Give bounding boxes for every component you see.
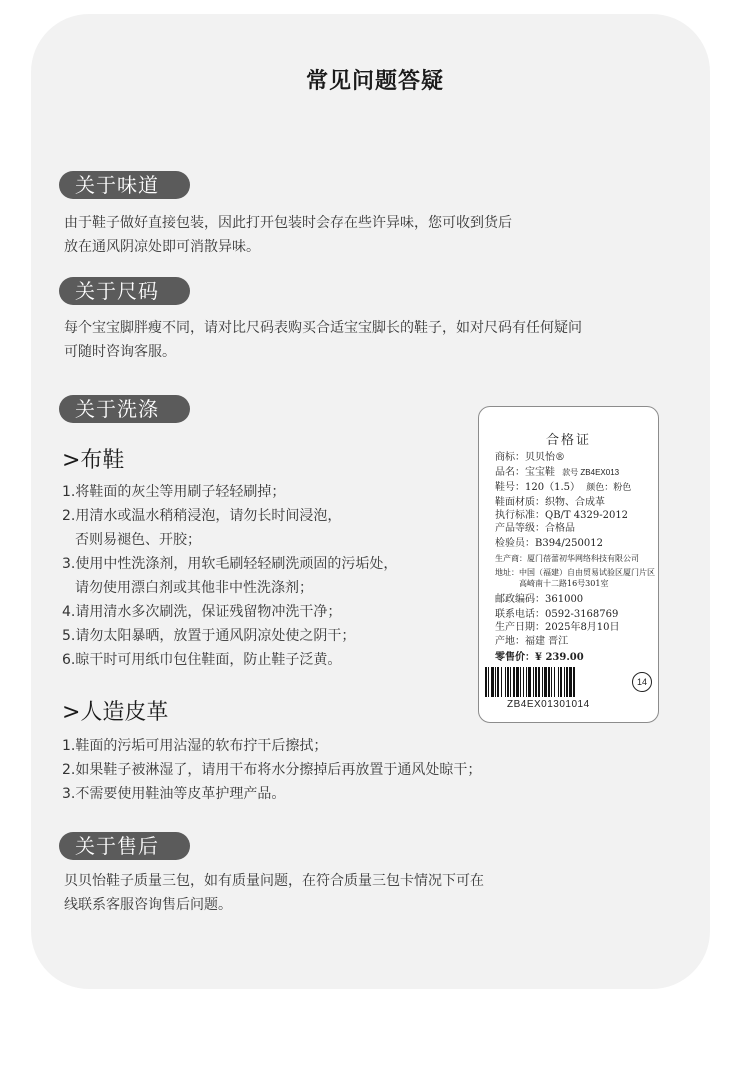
barcode-bar [516,667,519,697]
cert-size: 鞋号：120（1.5） [495,482,580,493]
barcode-bar [554,667,555,697]
cert-origin: 产地：福建 晋江 [495,636,569,647]
barcode-bar [497,667,499,697]
smell-text [64,211,512,259]
cert-standard: 执行标准：QB/T 4329-2012 [495,510,629,521]
cert-date: 生产日期：2025年8月10日 [495,622,620,633]
section-label-size: 关于尺码 [59,277,190,305]
cert-product-name: 品名：宝宝鞋 [495,467,555,478]
barcode-bar [544,667,547,697]
barcode-bar [573,667,575,697]
cert-address-2: 高崎南十二路16号301室 [519,579,609,588]
barcode-bar [495,667,496,697]
barcode-bar [513,667,515,697]
barcode-bar [510,667,511,697]
barcode-bar [569,667,572,697]
cert-product [495,466,619,479]
barcode-bar [564,667,565,697]
after-sale-text-line: 线联系客服咨询售后问题。 [64,897,232,913]
barcode-bar [501,667,502,697]
barcode-bar [533,667,534,697]
section-label-after-sale: 关于售后 [59,832,190,860]
barcode-bar [485,667,487,697]
cert-price: 零售价：¥ 239.00 [495,652,584,663]
barcode-bar [535,667,537,697]
list-item: 2.用清水或温水稍稍浸泡，请勿长时间浸泡， [62,508,342,524]
barcode-bar [505,667,506,697]
list-item: 3.使用中性洗涤剂，用软毛刷轻轻刷洗顽固的污垢处， [62,556,398,572]
section-label-smell: 关于味道 [59,171,190,199]
cert-color: 颜色：粉色 [586,483,632,493]
barcode-bar [548,667,550,697]
cert-model: 款号 ZB4EX013 [562,468,620,477]
barcode-bar [520,667,521,697]
cert-phone: 联系电话：0592-3168769 [495,609,619,620]
after-sale-text [64,869,484,917]
barcode-bar [551,667,552,697]
list-item: 否则易褪色、开胶； [75,532,201,548]
cloth-shoes-title: >布鞋 [62,448,125,473]
list-item: 1.将鞋面的灰尘等用刷子轻轻刷掉； [62,484,286,500]
smell-text-line: 放在通风阴凉处即可消散异味。 [64,239,260,255]
cloth-shoes-list [62,480,397,672]
barcode-bar [491,667,494,697]
list-item: 1.鞋面的污垢可用沾湿的软布拧干后擦拭； [62,738,328,754]
cert-brand: 商标：贝贝怡® [495,452,565,463]
barcode-bar [528,667,531,697]
list-item: 5.请勿太阳暴晒，放置于通风阴凉处使之阴干； [62,628,356,644]
list-item: 6.晾干时可用纸巾包住鞋面，防止鞋子泛黄。 [62,652,342,668]
barcode-bar [542,667,543,697]
barcode-bar [538,667,540,697]
size-text-line: 每个宝宝脚胖瘦不同，请对比尺码表购买合适宝宝脚长的鞋子，如对尺码有任何疑问 [64,320,582,336]
cert-size-color [495,481,631,495]
list-item: 2.如果鞋子被淋湿了，请用干布将水分擦掉后再放置于通风处晾干； [62,762,482,778]
smell-text-line: 由于鞋子做好直接包装，因此打开包装时会存在些许异味，您可收到货后 [64,215,512,231]
page-title: 常见问题答疑 [305,69,444,94]
cert-inspector: 检验员：B394/250012 [495,538,603,549]
barcode-bar [488,667,489,697]
list-item: 请勿使用漂白剂或其他非中性洗涤剂； [75,580,313,596]
barcode-bar [558,667,559,697]
leather-list [62,734,481,806]
cert-manufacturer: 生产商：厦门蓓蕾初华网络科技有限公司 [495,554,639,563]
cert-grade: 产品等级：合格品 [495,523,575,534]
certificate-title: 合格证 [545,433,591,448]
leather-title: >人造皮革 [62,700,169,725]
barcode-bar [523,667,524,697]
qualification-certificate [478,406,659,723]
size-text [64,316,582,364]
cert-material: 鞋面材质：织物、合成革 [495,497,605,508]
after-sale-text-line: 贝贝怡鞋子质量三包，如有质量问题，在符合质量三包卡情况下可在 [64,873,484,889]
cert-postcode: 邮政编码：361000 [495,594,584,605]
size-text-line: 可随时咨询客服。 [64,344,176,360]
barcode-bar [566,667,568,697]
section-label-wash: 关于洗涤 [59,395,190,423]
cert-circle-number: 14 [632,672,652,692]
barcode-bar [526,667,527,697]
barcode-bar [507,667,509,697]
cert-address-1: 地址：中国（福建）自由贸易试验区厦门片区 [495,568,655,577]
barcode [485,667,630,697]
barcode-bar [560,667,562,697]
list-item: 3.不需要使用鞋油等皮革护理产品。 [62,786,286,802]
list-item: 4.请用清水多次刷洗，保证残留物冲洗干净； [62,604,342,620]
barcode-number: ZB4EX01301014 [507,699,590,710]
